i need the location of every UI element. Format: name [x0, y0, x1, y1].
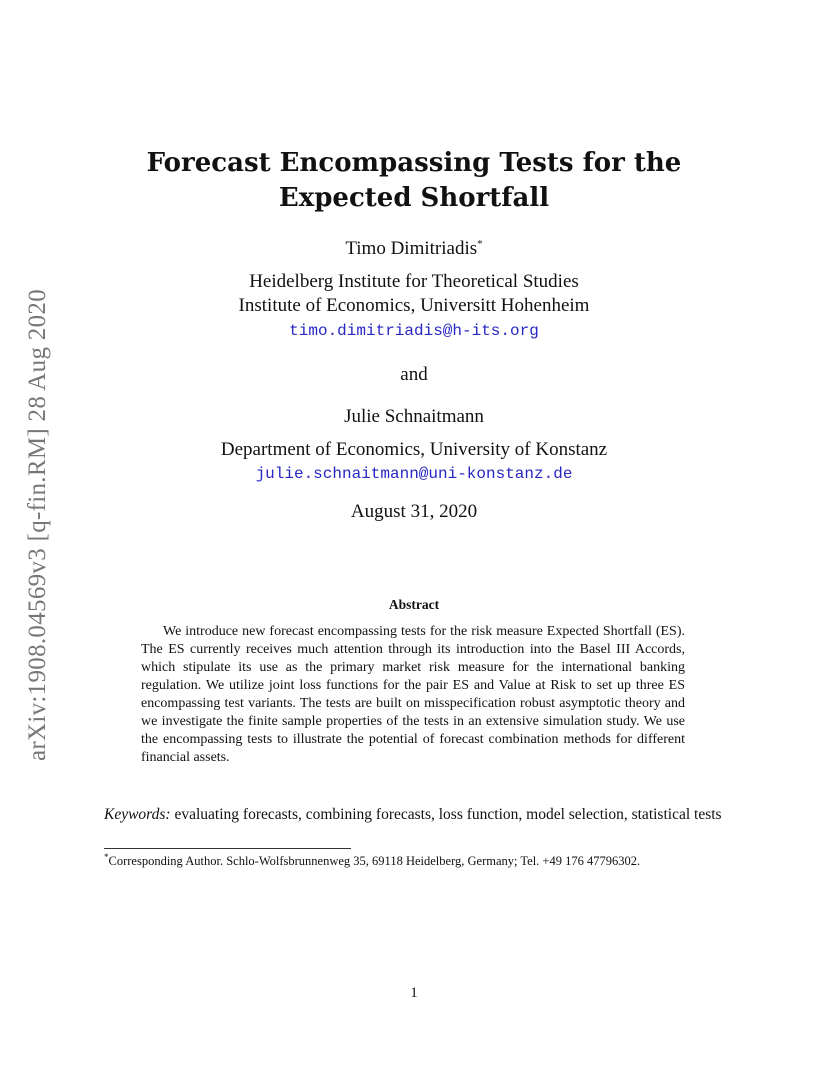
paper-date: August 31, 2020: [350, 501, 478, 522]
keywords-paragraph: [104, 805, 724, 824]
keywords-text: evaluating forecasts, combining forecasts, loss function, model selection, statistical tests: [174, 806, 722, 823]
author-conjunction: and: [400, 364, 428, 385]
paper-title: [0, 146, 828, 216]
footnote: [104, 853, 724, 870]
page-number: 1: [410, 985, 418, 1001]
footnote-divider: [104, 848, 351, 849]
author-1-affiliation-2: Institute of Economics, Universitt Hohenheim: [238, 295, 590, 316]
abstract-heading: Abstract: [388, 597, 440, 612]
title-line-1: Forecast Encompassing Tests for the: [146, 148, 682, 178]
arxiv-sidebar-stamp: arXiv:1908.04569v3 [q-fin.RM] 28 Aug 2020: [24, 289, 51, 761]
author-2-email-link[interactable]: julie.schnaitmann@uni-konstanz.de: [255, 465, 573, 483]
title-line-2: Expected Shortfall: [278, 183, 550, 213]
author-1-footnote-marker: *: [477, 238, 483, 250]
author-2-name: Julie Schnaitmann: [344, 406, 484, 427]
keywords-label: Keywords:: [104, 806, 171, 823]
abstract-text: We introduce new forecast encompassing tests for the risk measure Expected Shortfall (ES). The ES currently receives much attention through its introduction into the Basel III Accords, which stipulate its use as the primary market risk measure for the international banking regulation. We utilize joint loss functions for the pair ES and Value at Risk to set up three ES encompassing test variants. The tests are built on misspecification robust asymptotic theory and we investigate the finite sample properties of the tests in an extensive simulation study. We use the encompassing tests to illustrate the potential of forecast combination methods for different financial assets.: [141, 624, 685, 765]
author-1-name-text: Timo Dimitriadis: [345, 238, 478, 259]
author-1-name: [0, 238, 828, 260]
footnote-text: Corresponding Author. Schlo-Wolfsbrunnenweg 35, 69118 Heidelberg, Germany; Tel. +49 176 47796302.: [108, 854, 641, 868]
footnote-marker: *: [104, 852, 109, 862]
author-1-email-link[interactable]: timo.dimitriadis@h-its.org: [289, 322, 539, 340]
author-1-affiliation-1: Heidelberg Institute for Theoretical Studies: [249, 271, 579, 292]
author-2-affiliation: Department of Economics, University of Konstanz: [220, 439, 608, 460]
